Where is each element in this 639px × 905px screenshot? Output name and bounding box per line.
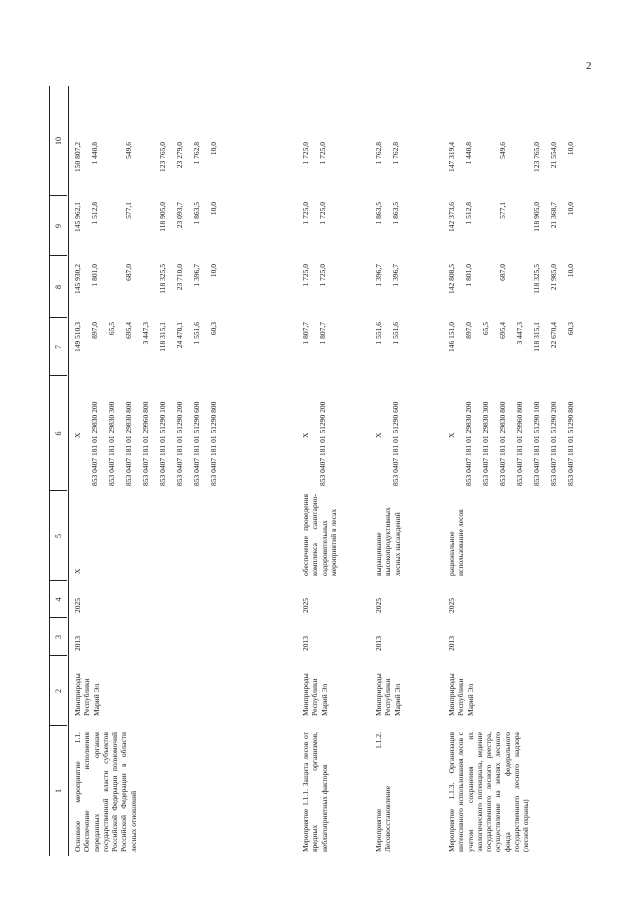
funding-value-10: 1 725,0	[301, 142, 310, 165]
funding-value-7: 65,5	[481, 322, 490, 336]
funding-value-8: 1 725,0	[301, 264, 310, 287]
responsible-executor: Минприроды Республики Марий Эл	[447, 673, 475, 716]
funding-value-9: 1 863,5	[391, 202, 400, 225]
funding-value-8: 1 801,0	[90, 264, 99, 287]
funding-value-7: 1 551,6	[192, 322, 201, 345]
responsible-executor: Минприроды Республики Марий Эл	[374, 673, 402, 716]
funding-value-7: 118 315,1	[158, 322, 167, 352]
funding-value-8: 145 930,2	[73, 264, 82, 294]
funding-value-10: 123 765,0	[532, 142, 541, 172]
start-year: 2013	[73, 636, 82, 651]
funding-value-8: 21 985,0	[549, 264, 558, 291]
header-cell: 8	[54, 285, 63, 289]
budget-table	[49, 86, 575, 856]
funding-value-8: 118 325,5	[158, 264, 167, 294]
funding-value-8: 1 725,0	[318, 264, 327, 287]
funding-value-7: 118 315,1	[532, 322, 541, 352]
column-divider	[49, 317, 67, 318]
table-header-row	[49, 86, 69, 856]
header-cell: 3	[54, 635, 63, 639]
budget-code: 853 0407 181 01 29830 200	[464, 401, 473, 486]
funding-value-10: 147 319,4	[447, 142, 456, 172]
funding-value-9: 1 512,8	[90, 202, 99, 225]
column-divider	[49, 580, 67, 581]
column-divider	[49, 195, 67, 196]
expected-result: обеспечение проведения комплекса санитарно-оздоровительных мероприятий в лесах	[301, 494, 338, 576]
funding-value-8: 1 396,7	[391, 264, 400, 287]
funding-value-7: 60,3	[566, 322, 575, 336]
budget-code: 853 0407 181 01 29830 800	[124, 401, 133, 486]
funding-value-7: 1 551,6	[391, 322, 400, 345]
column-divider	[49, 655, 67, 656]
funding-value-7: 695,4	[124, 322, 133, 339]
budget-code: 853 0407 181 01 29830 300	[481, 401, 490, 486]
column-divider	[49, 375, 67, 376]
budget-code: X	[374, 432, 383, 438]
end-year: 2025	[301, 598, 310, 613]
funding-value-9: 577,1	[124, 202, 133, 219]
header-cell: 10	[54, 137, 63, 145]
responsible-executor: Минприроды Республики Марий Эл	[73, 673, 101, 716]
budget-code: 853 0407 181 01 29960 800	[515, 401, 524, 486]
budget-code: 853 0407 181 01 51290 200	[318, 401, 327, 486]
budget-code: X	[73, 432, 82, 438]
funding-value-9: 118 905,0	[532, 202, 541, 232]
budget-code: 853 0407 181 01 29960 800	[141, 401, 150, 486]
measure-name: Мероприятие 1.1.1. Защита лесов от вредных организмов, неблагоприятных факторов	[301, 732, 329, 852]
funding-value-10: 21 554,0	[549, 142, 558, 169]
funding-value-8: 1 396,7	[192, 264, 201, 287]
funding-value-10: 1 762,8	[391, 142, 400, 165]
funding-value-10: 150 807,2	[73, 142, 82, 172]
funding-value-10: 10,0	[566, 142, 575, 156]
funding-value-9: 577,1	[498, 202, 507, 219]
funding-value-9: 118 905,0	[158, 202, 167, 232]
funding-value-8: 142 808,5	[447, 264, 456, 294]
budget-code: 853 0407 181 01 29830 300	[107, 401, 116, 486]
funding-value-9: 10,0	[566, 202, 575, 216]
funding-value-9: 142 373,6	[447, 202, 456, 232]
funding-value-9: 1 725,0	[301, 202, 310, 225]
funding-value-7: 1 807,7	[318, 322, 327, 345]
budget-code: 853 0407 181 01 51290 800	[566, 401, 575, 486]
header-cell: 5	[54, 534, 63, 538]
funding-value-10: 10,0	[209, 142, 218, 156]
budget-code: 853 0407 181 01 51290 800	[209, 401, 218, 486]
budget-code: 853 0407 181 01 51290 600	[192, 401, 201, 486]
start-year: 2013	[301, 636, 310, 651]
budget-code: 853 0407 181 01 51290 200	[175, 401, 184, 486]
header-cell: 2	[54, 689, 63, 693]
funding-value-9: 10,0	[209, 202, 218, 216]
header-cell: 7	[54, 345, 63, 349]
funding-value-10: 1 762,8	[192, 142, 201, 165]
funding-value-9: 1 863,5	[374, 202, 383, 225]
funding-value-9: 21 368,7	[549, 202, 558, 229]
end-year: 2025	[73, 598, 82, 613]
funding-value-7: 3 447,3	[515, 322, 524, 345]
budget-code: 853 0407 181 01 51290 100	[158, 401, 167, 486]
funding-value-7: 897,0	[464, 322, 473, 339]
budget-code: 853 0407 181 01 29830 200	[90, 401, 99, 486]
funding-value-10: 549,6	[498, 142, 507, 159]
funding-value-10: 1 762,8	[374, 142, 383, 165]
measure-name: Мероприятие 1.1.3. Организация интенсивного использования лесов с учетом сохранения их экологического потенциала, ведение государственного лесного реестра, осуществление на землях лесного фонда федерального государственного лесного надзора (лесной охраны)	[447, 732, 531, 852]
funding-value-8: 687,0	[124, 264, 133, 281]
start-year: 2013	[374, 636, 383, 651]
header-cell: 6	[54, 431, 63, 436]
header-cell: 9	[54, 224, 63, 228]
budget-code: X	[301, 432, 310, 438]
column-divider	[49, 490, 67, 491]
budget-code: 853 0407 181 01 51290 100	[532, 401, 541, 486]
funding-value-8: 118 325,5	[532, 264, 541, 294]
funding-value-9: 1 512,8	[464, 202, 473, 225]
funding-value-9: 23 093,7	[175, 202, 184, 229]
funding-value-7: 149 510,3	[73, 322, 82, 352]
expected-result: X	[73, 568, 82, 574]
funding-value-9: 1 725,0	[318, 202, 327, 225]
funding-value-10: 1 440,8	[90, 142, 99, 165]
funding-value-7: 3 447,3	[141, 322, 150, 345]
funding-value-8: 23 710,0	[175, 264, 184, 291]
funding-value-7: 22 670,4	[549, 322, 558, 349]
funding-value-7: 897,0	[90, 322, 99, 339]
funding-value-7: 65,5	[107, 322, 116, 336]
expected-result: выращивание высокопродуктивных лесных насаждений	[374, 507, 402, 576]
funding-value-10: 1 440,8	[464, 142, 473, 165]
funding-value-9: 1 863,5	[192, 202, 201, 225]
funding-value-7: 695,4	[498, 322, 507, 339]
funding-value-7: 60,3	[209, 322, 218, 336]
column-divider	[49, 725, 67, 726]
funding-value-8: 687,0	[498, 264, 507, 281]
budget-code: 853 0407 181 01 51290 600	[391, 401, 400, 486]
responsible-executor: Минприроды Республики Марий Эл	[301, 673, 329, 716]
budget-code: 853 0407 181 01 51290 200	[549, 401, 558, 486]
start-year: 2013	[447, 636, 456, 651]
funding-value-8: 1 801,0	[464, 264, 473, 287]
funding-value-7: 24 478,1	[175, 322, 184, 349]
funding-value-10: 1 725,0	[318, 142, 327, 165]
funding-value-10: 549,6	[124, 142, 133, 159]
budget-code: 853 0407 181 01 29830 800	[498, 401, 507, 486]
header-cell: 4	[54, 597, 63, 602]
column-divider	[49, 617, 67, 618]
column-divider	[49, 255, 67, 256]
measure-name: Мероприятие 1.1.2. Лесовосстановление	[374, 732, 393, 852]
budget-code: X	[447, 432, 456, 438]
funding-value-8: 10,0	[209, 264, 218, 278]
funding-value-10: 123 765,0	[158, 142, 167, 172]
funding-value-7: 1 807,7	[301, 322, 310, 345]
expected-result: рациональное использование лесов	[447, 509, 466, 576]
funding-value-7: 1 551,6	[374, 322, 383, 345]
header-cell: 1	[54, 789, 63, 793]
page-number: 2	[586, 60, 592, 72]
funding-value-7: 146 151,0	[447, 322, 456, 352]
end-year: 2025	[447, 598, 456, 613]
end-year: 2025	[374, 598, 383, 613]
funding-value-9: 145 962,1	[73, 202, 82, 232]
funding-value-8: 1 396,7	[374, 264, 383, 287]
funding-value-8: 10,0	[566, 264, 575, 278]
measure-name: Основное мероприятие 1.1. Обеспечение исполнения переданных органам государственной власти субъектов Российской Федерации полномочий Российской Федерации в области лесных отношений	[73, 732, 138, 852]
funding-value-10: 23 279,0	[175, 142, 184, 169]
